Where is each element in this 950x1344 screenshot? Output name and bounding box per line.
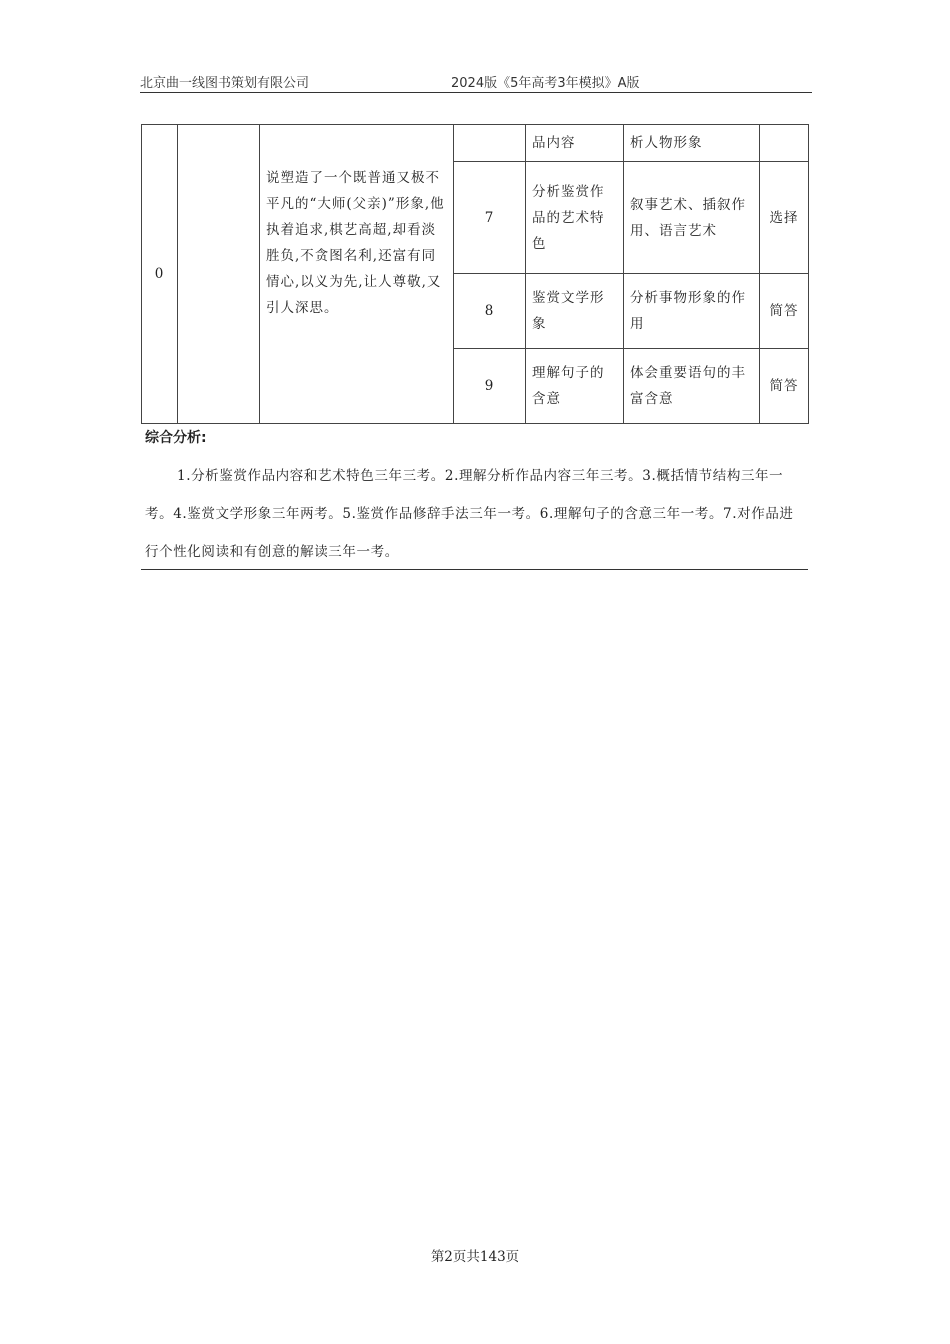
question-number: [454, 125, 526, 162]
analysis-title: 综合分析:: [145, 430, 207, 446]
exam-analysis-table: [141, 124, 809, 424]
ability-cell: 分析鉴赏作品的艺术特色: [526, 162, 624, 274]
knowledge-point-cell: 体会重要语句的丰富含意: [624, 349, 760, 424]
table-row: [142, 125, 809, 162]
question-type-cell: [760, 125, 809, 162]
page-number: 第2页共143页: [430, 1249, 520, 1265]
ability-cell: 理解句子的含意: [526, 349, 624, 424]
knowledge-point-cell: 析人物形象: [624, 125, 760, 162]
question-number: 9: [454, 349, 526, 424]
question-type-cell: 简答: [760, 274, 809, 349]
question-number: 7: [454, 162, 526, 274]
passage-summary-cell: 说塑造了一个既普通又极不平凡的“大师(父亲)”形象,他执着追求,棋艺高超,却看淡胜负,不贪图名利,还富有同情心,以义为先,让人尊敬,又引人深思。: [260, 125, 454, 424]
knowledge-point-cell: 分析事物形象的作用: [624, 274, 760, 349]
source-cell: [178, 125, 260, 424]
question-type-cell: 简答: [760, 349, 809, 424]
page-header: [140, 70, 812, 93]
question-number: 8: [454, 274, 526, 349]
ability-cell: 品内容: [526, 125, 624, 162]
ability-cell: 鉴赏文学形象: [526, 274, 624, 349]
year-cell: 0: [142, 125, 178, 424]
comprehensive-analysis: [141, 423, 808, 570]
analysis-body: 1.分析鉴赏作品内容和艺术特色三年三考。2.理解分析作品内容三年三考。3.概括情节结构三年一考。4.鉴赏文学形象三年两考。5.鉴赏作品修辞手法三年一考。6.理解句子的含意三年一考。7.对作品进行个性化阅读和有创意的解读三年一考。: [145, 468, 794, 560]
book-title: 2024版《5年高考3年模拟》A版: [451, 76, 640, 91]
publisher-name: 北京曲一线图书策划有限公司: [140, 76, 310, 91]
question-type-cell: 选择: [760, 162, 809, 274]
knowledge-point-cell: 叙事艺术、插叙作用、语言艺术: [624, 162, 760, 274]
